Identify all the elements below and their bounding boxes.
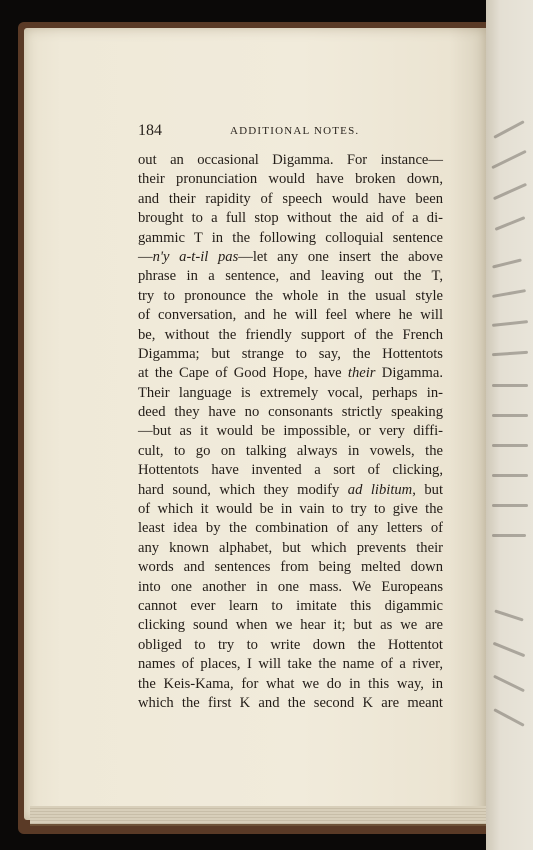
facing-page-text-fragment xyxy=(492,351,528,357)
text-line: which the first K and the second K are meant xyxy=(138,694,443,711)
text-line: hard sound, which they modify ad libitum, but xyxy=(138,481,444,498)
text-line: least idea by the combination of any letters of xyxy=(138,520,443,537)
page-edges xyxy=(30,806,486,826)
italic-phrase: n'y a-t-il pas xyxy=(152,248,239,265)
text-line: any known alphabet, but which prevents their xyxy=(138,539,443,556)
facing-page-text-fragment xyxy=(493,642,526,658)
text-line: phrase in a sentence, and leaving out the T, xyxy=(138,268,443,285)
facing-page-text-fragment xyxy=(492,320,528,327)
facing-page-text-fragment xyxy=(493,120,524,139)
text-line: their pronunciation would have broken down, xyxy=(138,171,443,188)
facing-page-text-fragment xyxy=(492,384,528,387)
facing-page-text-fragment xyxy=(493,708,524,727)
text-line: names of places, I will take the name of a river, xyxy=(138,656,443,673)
text-line: try to pronounce the whole in the usual style xyxy=(138,287,443,304)
text-line: at the Cape of Good Hope, have their Digamma. xyxy=(138,365,443,382)
facing-page-text-fragment xyxy=(492,444,528,447)
text-line: gammic T in the following colloquial sentence xyxy=(138,229,443,246)
facing-page-text-fragment xyxy=(493,183,527,200)
text-line: of which it would be in vain to try to give the xyxy=(138,501,443,518)
facing-page-text-fragment xyxy=(492,289,526,298)
italic-phrase: their xyxy=(347,365,376,382)
text-line: Their language is extremely vocal, perhaps in- xyxy=(138,384,443,401)
text-line: —n'y a-t-il pas—let any one insert the above xyxy=(138,248,443,265)
text-line: words and sentences from being melted down xyxy=(138,559,443,576)
page-number: 184 xyxy=(138,122,162,139)
text-line: be, without the friendly support of the French xyxy=(138,326,443,343)
facing-page-text-fragment xyxy=(493,675,525,693)
text-line: the Keis-Kama, for what we do in this way, in xyxy=(138,675,443,692)
facing-page-text-fragment xyxy=(492,258,522,268)
facing-page-text-fragment xyxy=(491,150,526,169)
text-line: of conversation, and he will feel where he will xyxy=(138,307,443,324)
text-line: cult, to go on talking always in vowels, the xyxy=(138,442,443,459)
text-line: deed they have no consonants strictly speaking xyxy=(138,404,443,421)
text-line: Digamma; but strange to say, the Hottentots xyxy=(138,345,443,362)
facing-page-edge xyxy=(486,0,533,850)
text-line: clicking sound when we hear it; but as we are xyxy=(138,617,443,634)
text-line: obliged to try to write down the Hottentot xyxy=(138,636,443,653)
facing-page-text-fragment xyxy=(492,534,526,537)
text-line: —but as it would be impossible, or very diffi- xyxy=(138,423,443,440)
text-line: brought to a full stop without the aid of a di- xyxy=(138,210,443,227)
text-line: cannot ever learn to imitate this digammic xyxy=(138,597,443,614)
facing-page-text-fragment xyxy=(492,504,528,507)
facing-page-text-fragment xyxy=(492,474,528,477)
page-header xyxy=(138,122,443,142)
facing-page-text-fragment xyxy=(495,216,526,231)
italic-phrase: ad libitum xyxy=(347,481,413,498)
facing-page-text-fragment xyxy=(494,609,523,621)
facing-page-text-fragment xyxy=(492,414,528,417)
text-line: and their rapidity of speech would have been xyxy=(138,190,443,207)
body-text xyxy=(138,151,443,713)
text-line: into one another in one mass. We Europeans xyxy=(138,578,443,595)
text-line: out an occasional Digamma. For instance— xyxy=(138,152,443,168)
running-head: ADDITIONAL NOTES. xyxy=(230,125,360,137)
text-line: Hottentots have invented a sort of clicking, xyxy=(138,462,443,479)
